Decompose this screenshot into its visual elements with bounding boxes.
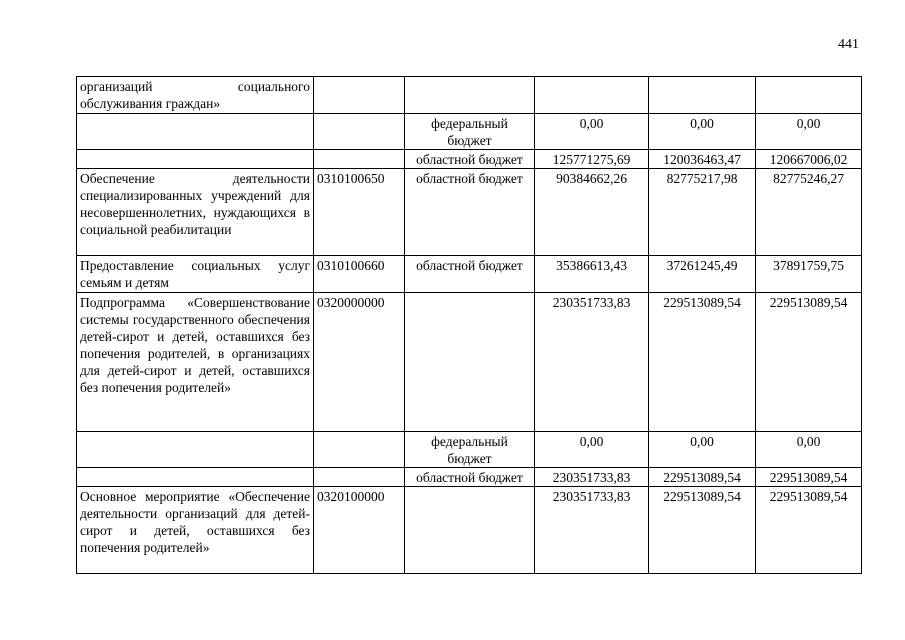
row-name-cell: организаций социального обслуживания граждан» xyxy=(77,77,314,114)
row-source-cell: областной бюджет xyxy=(405,468,535,487)
row-value-2021-cell: 229513089,54 xyxy=(756,468,862,487)
row-name-cell xyxy=(77,150,314,169)
page-number: 441 xyxy=(838,37,859,52)
row-value-2019-cell: 0,00 xyxy=(535,114,649,150)
row-value-2020-cell: 229513089,54 xyxy=(649,468,756,487)
row-value-2020-cell: 82775217,98 xyxy=(649,169,756,256)
budget-table xyxy=(76,76,862,574)
row-source-cell: областной бюджет xyxy=(405,169,535,256)
row-value-2019-cell: 230351733,83 xyxy=(535,487,649,574)
table-row xyxy=(77,169,862,256)
row-code-cell: 0310100660 xyxy=(314,256,405,293)
row-value-2020-cell: 229513089,54 xyxy=(649,293,756,432)
row-name-cell: Обеспечение деятельности специализированных учреждений для несовершеннолетних, нуждающихся в социальной реабилитации xyxy=(77,169,314,256)
row-value-2020-cell: 229513089,54 xyxy=(649,487,756,574)
row-name-cell: Основное мероприятие «Обеспечение деятельности организаций для детей-сирот и детей, оставшихся без попечения родителей» xyxy=(77,487,314,574)
row-value-2021-cell: 229513089,54 xyxy=(756,293,862,432)
row-name-cell: Предоставление социальных услуг семьям и детям xyxy=(77,256,314,293)
row-code-cell: 0320000000 xyxy=(314,293,405,432)
row-value-2019-cell: 90384662,26 xyxy=(535,169,649,256)
row-value-2019-cell: 0,00 xyxy=(535,432,649,468)
row-value-2020-cell: 0,00 xyxy=(649,432,756,468)
row-value-2020-cell: 0,00 xyxy=(649,114,756,150)
row-code-cell xyxy=(314,432,405,468)
row-name-cell: Подпрограмма «Совершенствование системы государственного обеспечения детей-сирот и детей, оставшихся без попечения родителей, в организациях для детей-сирот и детей, оставшихся без попечения родителей» xyxy=(77,293,314,432)
row-name-cell xyxy=(77,114,314,150)
row-code-cell xyxy=(314,150,405,169)
row-source-cell xyxy=(405,487,535,574)
table-row xyxy=(77,432,862,468)
table-row xyxy=(77,487,862,574)
row-value-2019-cell: 230351733,83 xyxy=(535,293,649,432)
row-code-cell xyxy=(314,114,405,150)
row-code-cell xyxy=(314,77,405,114)
row-value-2019-cell: 125771275,69 xyxy=(535,150,649,169)
row-value-2020-cell xyxy=(649,77,756,114)
row-source-cell: областной бюджет xyxy=(405,150,535,169)
row-value-2021-cell: 0,00 xyxy=(756,432,862,468)
table-row xyxy=(77,256,862,293)
table-row xyxy=(77,468,862,487)
row-value-2019-cell: 230351733,83 xyxy=(535,468,649,487)
table-row xyxy=(77,150,862,169)
table-row xyxy=(77,114,862,150)
row-code-cell xyxy=(314,468,405,487)
row-source-cell: областной бюджет xyxy=(405,256,535,293)
row-value-2019-cell xyxy=(535,77,649,114)
row-source-cell xyxy=(405,77,535,114)
row-value-2020-cell: 120036463,47 xyxy=(649,150,756,169)
table-row xyxy=(77,293,862,432)
table-row xyxy=(77,77,862,114)
row-value-2020-cell: 37261245,49 xyxy=(649,256,756,293)
row-code-cell: 0310100650 xyxy=(314,169,405,256)
row-value-2021-cell: 37891759,75 xyxy=(756,256,862,293)
row-source-cell: федеральный бюджет xyxy=(405,432,535,468)
row-name-cell xyxy=(77,468,314,487)
row-name-cell xyxy=(77,432,314,468)
row-value-2021-cell xyxy=(756,77,862,114)
row-source-cell xyxy=(405,293,535,432)
row-code-cell: 0320100000 xyxy=(314,487,405,574)
row-value-2021-cell: 82775246,27 xyxy=(756,169,862,256)
row-value-2021-cell: 229513089,54 xyxy=(756,487,862,574)
row-value-2019-cell: 35386613,43 xyxy=(535,256,649,293)
row-value-2021-cell: 0,00 xyxy=(756,114,862,150)
row-source-cell: федеральный бюджет xyxy=(405,114,535,150)
row-value-2021-cell: 120667006,02 xyxy=(756,150,862,169)
